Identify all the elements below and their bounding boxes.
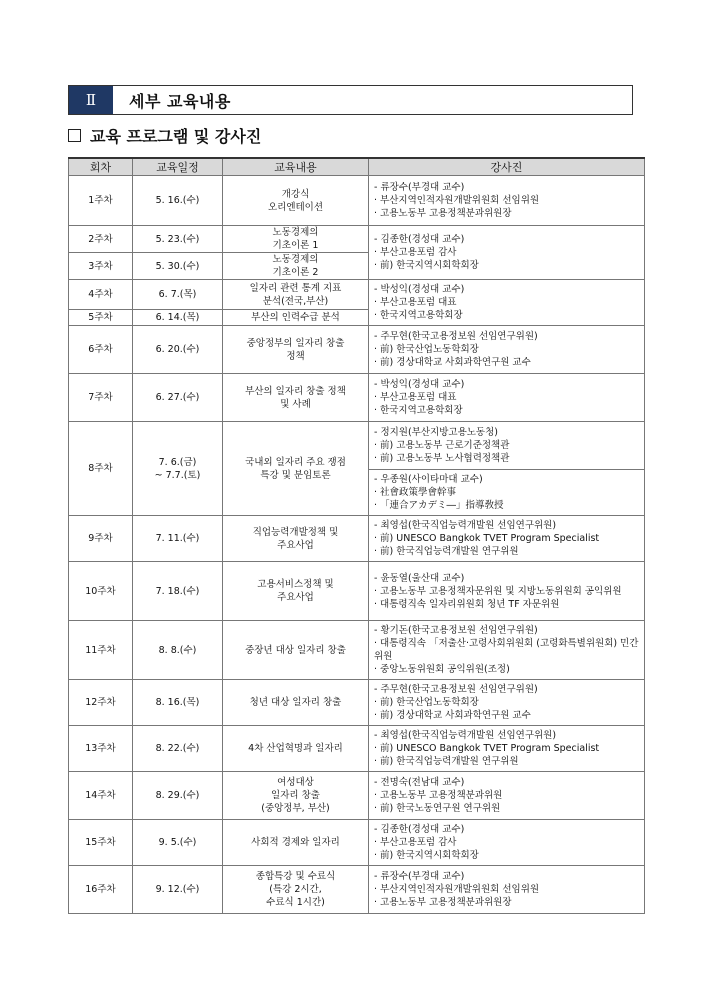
session-cell <box>69 374 133 422</box>
instructor-line: · 前) 고용노동부 노사협력정책관 <box>374 453 510 464</box>
table-row <box>69 866 645 914</box>
cell-line: 주요사업 <box>277 592 314 603</box>
instructor-line: · 부산고용포럼 대표 <box>374 297 457 308</box>
cell-line: 11주차 <box>85 644 116 656</box>
instructors-cell <box>369 516 645 562</box>
session-cell <box>69 621 133 680</box>
table-row <box>69 726 645 772</box>
instructors-cell <box>369 470 645 516</box>
session-cell <box>69 562 133 621</box>
instructor-line: - 최영섭(한국직업능력개발원 선임연구위원) <box>374 730 557 741</box>
table-row <box>69 516 645 562</box>
instructor-line: · 前) 한국지역시회학회장 <box>374 850 479 861</box>
table-row <box>69 280 645 310</box>
cell-line: 7. 6.(금) <box>158 456 197 468</box>
instructor-line: · 부산고용포럼 감사 <box>374 247 457 258</box>
cell-line: 9주차 <box>88 533 113 544</box>
date-cell <box>133 726 223 772</box>
instructor-line: · 前) 한국직업능력개발원 연구위원 <box>374 756 519 767</box>
date-cell <box>133 562 223 621</box>
cell-line: 6. 20.(수) <box>155 344 200 355</box>
cell-line: 7. 11.(수) <box>155 533 200 544</box>
date-cell <box>133 310 223 326</box>
content-cell <box>223 310 369 326</box>
cell-line: 4차 산업혁명과 일자리 <box>248 743 343 754</box>
instructor-line: · 고용노동부 고용정책자문위원 및 지방노동위원회 공익위원 <box>374 585 622 597</box>
section-number: Ⅱ <box>69 86 113 114</box>
cell-line: 13주차 <box>85 743 116 754</box>
cell-line: 6주차 <box>88 344 113 355</box>
cell-line: 오리엔테이션 <box>267 201 324 213</box>
instructors-cell <box>369 326 645 374</box>
instructor-line: · 부산고용포럼 감사 <box>374 837 457 848</box>
instructor-line: - 우종원(사이타마대 교수) <box>374 474 483 485</box>
cell-line: 5. 30.(수) <box>155 260 200 272</box>
date-cell <box>133 516 223 562</box>
cell-line: 부산의 인력수급 분석 <box>251 312 340 323</box>
table-row <box>69 226 645 253</box>
cell-line: 3주차 <box>88 260 113 272</box>
cell-line: 특강 및 분임토론 <box>260 469 331 481</box>
instructor-line: - 최영섭(한국직업능력개발원 선임연구위원) <box>374 520 557 531</box>
instructors-cell <box>369 422 645 470</box>
session-cell <box>69 176 133 226</box>
date-cell <box>133 680 223 726</box>
instructors-cell <box>369 680 645 726</box>
instructor-line: · 社會政策學會幹事 <box>374 487 457 498</box>
cell-line: (특강 2시간, <box>269 884 322 895</box>
content-cell <box>223 621 369 680</box>
cell-line: 5. 23.(수) <box>155 233 200 245</box>
cell-line: 여성대상 <box>277 777 314 788</box>
cell-line: 8주차 <box>88 463 113 474</box>
subtitle-row <box>68 124 261 146</box>
date-cell <box>133 253 223 280</box>
session-cell <box>69 280 133 310</box>
table-row <box>69 680 645 726</box>
cell-line: 중장년 대상 일자리 창출 <box>245 644 346 656</box>
instructor-line: · 前) 고용노동부 근로기준정책관 <box>374 440 510 451</box>
instructor-line: - 윤동열(울산대 교수) <box>374 572 465 584</box>
instructor-line: · 前) 한국직업능력개발원 연구위원 <box>374 546 519 557</box>
date-cell <box>133 226 223 253</box>
table-row <box>69 422 645 470</box>
instructor-line: · 前) 한국노동연구원 연구위원 <box>374 803 501 814</box>
table-row <box>69 326 645 374</box>
instructor-line: - 주무현(한국고용정보원 선임연구위원) <box>374 684 538 695</box>
instructor-line: · 한국지역고용학회장 <box>374 405 463 416</box>
session-cell <box>69 422 133 516</box>
instructor-line: - 김종한(경성대 교수) <box>374 234 465 245</box>
cell-line: 16주차 <box>85 884 116 895</box>
cell-line: 10주차 <box>85 585 116 597</box>
cell-line: 노동경제의 <box>272 254 319 265</box>
table-header-row <box>69 158 645 176</box>
table-body <box>69 176 645 914</box>
cell-line: 청년 대상 일자리 창출 <box>249 697 342 708</box>
table-row <box>69 562 645 621</box>
cell-line: 기초이론 1 <box>272 240 319 251</box>
table-row <box>69 621 645 680</box>
cell-line: 6. 27.(수) <box>155 392 200 403</box>
instructor-line: - 김종한(경성대 교수) <box>374 824 465 835</box>
cell-line: 일자리 창출 <box>271 790 320 801</box>
cell-line: 6. 14.(목) <box>155 312 200 323</box>
cell-line: 9. 5.(수) <box>158 837 197 848</box>
cell-line: 노동경제의 <box>272 227 319 238</box>
instructor-line: · 前) UNESCO Bangkok TVET Program Specialist <box>374 533 600 544</box>
section-header <box>68 85 633 115</box>
cell-line: 4주차 <box>88 289 113 300</box>
instructor-line: - 주무현(한국고용정보원 선임연구위원) <box>374 331 538 342</box>
content-cell <box>223 280 369 310</box>
cell-line: 분석(전국,부산) <box>262 295 329 307</box>
session-cell <box>69 310 133 326</box>
cell-line: 고용서비스정책 및 <box>257 579 334 590</box>
date-cell <box>133 280 223 310</box>
cell-line: 5. 16.(수) <box>155 195 200 206</box>
content-cell <box>223 374 369 422</box>
session-cell <box>69 253 133 280</box>
content-cell <box>223 176 369 226</box>
instructor-line: · 前) 경상대학교 사회과학연구원 교수 <box>374 357 531 368</box>
cell-line: 7주차 <box>88 392 113 403</box>
date-cell <box>133 374 223 422</box>
content-cell <box>223 562 369 621</box>
instructor-line: - 류장수(부경대 교수) <box>374 182 465 193</box>
instructor-line: · 前) UNESCO Bangkok TVET Program Specialist <box>374 743 600 754</box>
instructors-cell <box>369 772 645 820</box>
cell-line: 수료식 1시간) <box>266 897 325 908</box>
cell-line: 8. 22.(수) <box>155 743 200 754</box>
session-cell <box>69 772 133 820</box>
instructors-cell <box>369 562 645 621</box>
table-row <box>69 374 645 422</box>
cell-line: 기초이론 2 <box>272 267 319 278</box>
col-header-instructors: 강사진 <box>369 158 645 176</box>
instructor-line: · 고용노동부 고용정책분과위원 <box>374 790 503 801</box>
cell-line: 8. 29.(수) <box>155 790 200 801</box>
cell-line: 14주차 <box>85 790 116 801</box>
instructors-cell <box>369 820 645 866</box>
cell-line: 개강식 <box>281 188 310 200</box>
cell-line: 국내외 일자리 주요 쟁점 <box>245 456 346 468</box>
date-cell <box>133 422 223 516</box>
cell-line: 8. 16.(목) <box>155 697 200 708</box>
instructors-cell <box>369 621 645 680</box>
instructor-line: · 대통령직속 일자리위원회 청년 TF 자문위원 <box>374 598 560 610</box>
section-title: 세부 교육내용 <box>129 91 231 111</box>
cell-line: 9. 12.(수) <box>155 884 200 895</box>
checkbox-square-icon <box>68 129 81 142</box>
content-cell <box>223 866 369 914</box>
instructor-line: · 한국지역고용학회장 <box>374 310 463 321</box>
content-cell <box>223 680 369 726</box>
instructor-line: · 고용노동부 고용정책분과위원장 <box>374 897 512 908</box>
cell-line: 일자리 관련 통계 지표 <box>249 282 342 294</box>
cell-line: 7. 18.(수) <box>155 585 200 597</box>
instructor-line: · 부산고용포럼 대표 <box>374 392 457 403</box>
content-cell <box>223 326 369 374</box>
instructors-cell <box>369 374 645 422</box>
cell-line: 8. 8.(수) <box>158 644 197 656</box>
instructors-cell <box>369 280 645 326</box>
cell-line: 부산의 일자리 창출 정책 <box>245 385 346 397</box>
table-row <box>69 176 645 226</box>
session-cell <box>69 726 133 772</box>
cell-line: 12주차 <box>85 697 116 708</box>
instructor-line: - 전명숙(전남대 교수) <box>374 777 465 788</box>
content-cell <box>223 516 369 562</box>
instructor-line: · 부산지역인적자원개발위원회 선임위원 <box>374 884 540 895</box>
cell-line: (중앙정부, 부산) <box>261 803 330 814</box>
table-row <box>69 820 645 866</box>
session-cell <box>69 680 133 726</box>
instructor-line: - 황기돈(한국고용정보원 선임연구위원) <box>374 625 538 636</box>
cell-line: 사회적 경제와 일자리 <box>251 837 340 848</box>
instructors-cell <box>369 726 645 772</box>
content-cell <box>223 422 369 516</box>
instructor-line: · 「連合アカデミ―」指導敎授 <box>374 500 504 511</box>
content-cell <box>223 226 369 253</box>
instructors-cell <box>369 866 645 914</box>
session-cell <box>69 866 133 914</box>
col-header-date: 교육일정 <box>133 158 223 176</box>
cell-line: 및 사례 <box>280 398 311 410</box>
content-cell <box>223 772 369 820</box>
cell-line: 주요사업 <box>277 539 314 551</box>
cell-line: ~ 7.7.(토) <box>154 469 201 481</box>
date-cell <box>133 772 223 820</box>
cell-line: 중앙정부의 일자리 창출 <box>246 337 345 349</box>
instructor-line: · 前) 한국산업노동학회장 <box>374 344 479 355</box>
content-cell <box>223 820 369 866</box>
cell-line: 직업능력개발정책 및 <box>252 526 339 538</box>
instructor-line: · 前) 한국지역시회학회장 <box>374 260 479 271</box>
instructor-line: · 대통령직속 「저출산·고령사회위원회 (고령화특별위원회) 민간위원 <box>374 638 639 662</box>
content-cell <box>223 253 369 280</box>
table-row <box>69 772 645 820</box>
session-cell <box>69 326 133 374</box>
cell-line: 종합특강 및 수료식 <box>255 871 336 882</box>
program-table <box>68 157 645 914</box>
col-header-session: 회차 <box>69 158 133 176</box>
instructor-line: - 류장수(부경대 교수) <box>374 871 465 882</box>
cell-line: 2주차 <box>88 233 113 245</box>
session-cell <box>69 820 133 866</box>
date-cell <box>133 866 223 914</box>
cell-line: 정책 <box>286 350 305 362</box>
cell-line: 6. 7.(목) <box>158 289 197 300</box>
cell-line: 1주차 <box>88 195 113 206</box>
instructors-cell <box>369 176 645 226</box>
date-cell <box>133 176 223 226</box>
instructor-line: · 고용노동부 고용정책분과위원장 <box>374 208 512 219</box>
instructor-line: - 박성익(경성대 교수) <box>374 379 465 390</box>
cell-line: 5주차 <box>88 312 113 323</box>
date-cell <box>133 326 223 374</box>
cell-line: 15주차 <box>85 837 116 848</box>
session-cell <box>69 226 133 253</box>
instructors-cell <box>369 226 645 280</box>
instructor-line: · 부산지역인적자원개발위원회 선임위원 <box>374 195 540 206</box>
content-cell <box>223 726 369 772</box>
session-cell <box>69 516 133 562</box>
instructor-line: - 정지원(부산지방고용노동청) <box>374 427 498 438</box>
date-cell <box>133 621 223 680</box>
col-header-content: 교육내용 <box>223 158 369 176</box>
instructor-line: - 박성익(경성대 교수) <box>374 284 465 295</box>
instructor-line: · 前) 한국산업노동학회장 <box>374 697 479 708</box>
instructor-line: · 중앙노동위원회 공익위원(조정) <box>374 664 510 675</box>
date-cell <box>133 820 223 866</box>
instructor-line: · 前) 경상대학교 사회과학연구원 교수 <box>374 710 531 721</box>
subtitle: 교육 프로그램 및 강사진 <box>90 126 262 146</box>
